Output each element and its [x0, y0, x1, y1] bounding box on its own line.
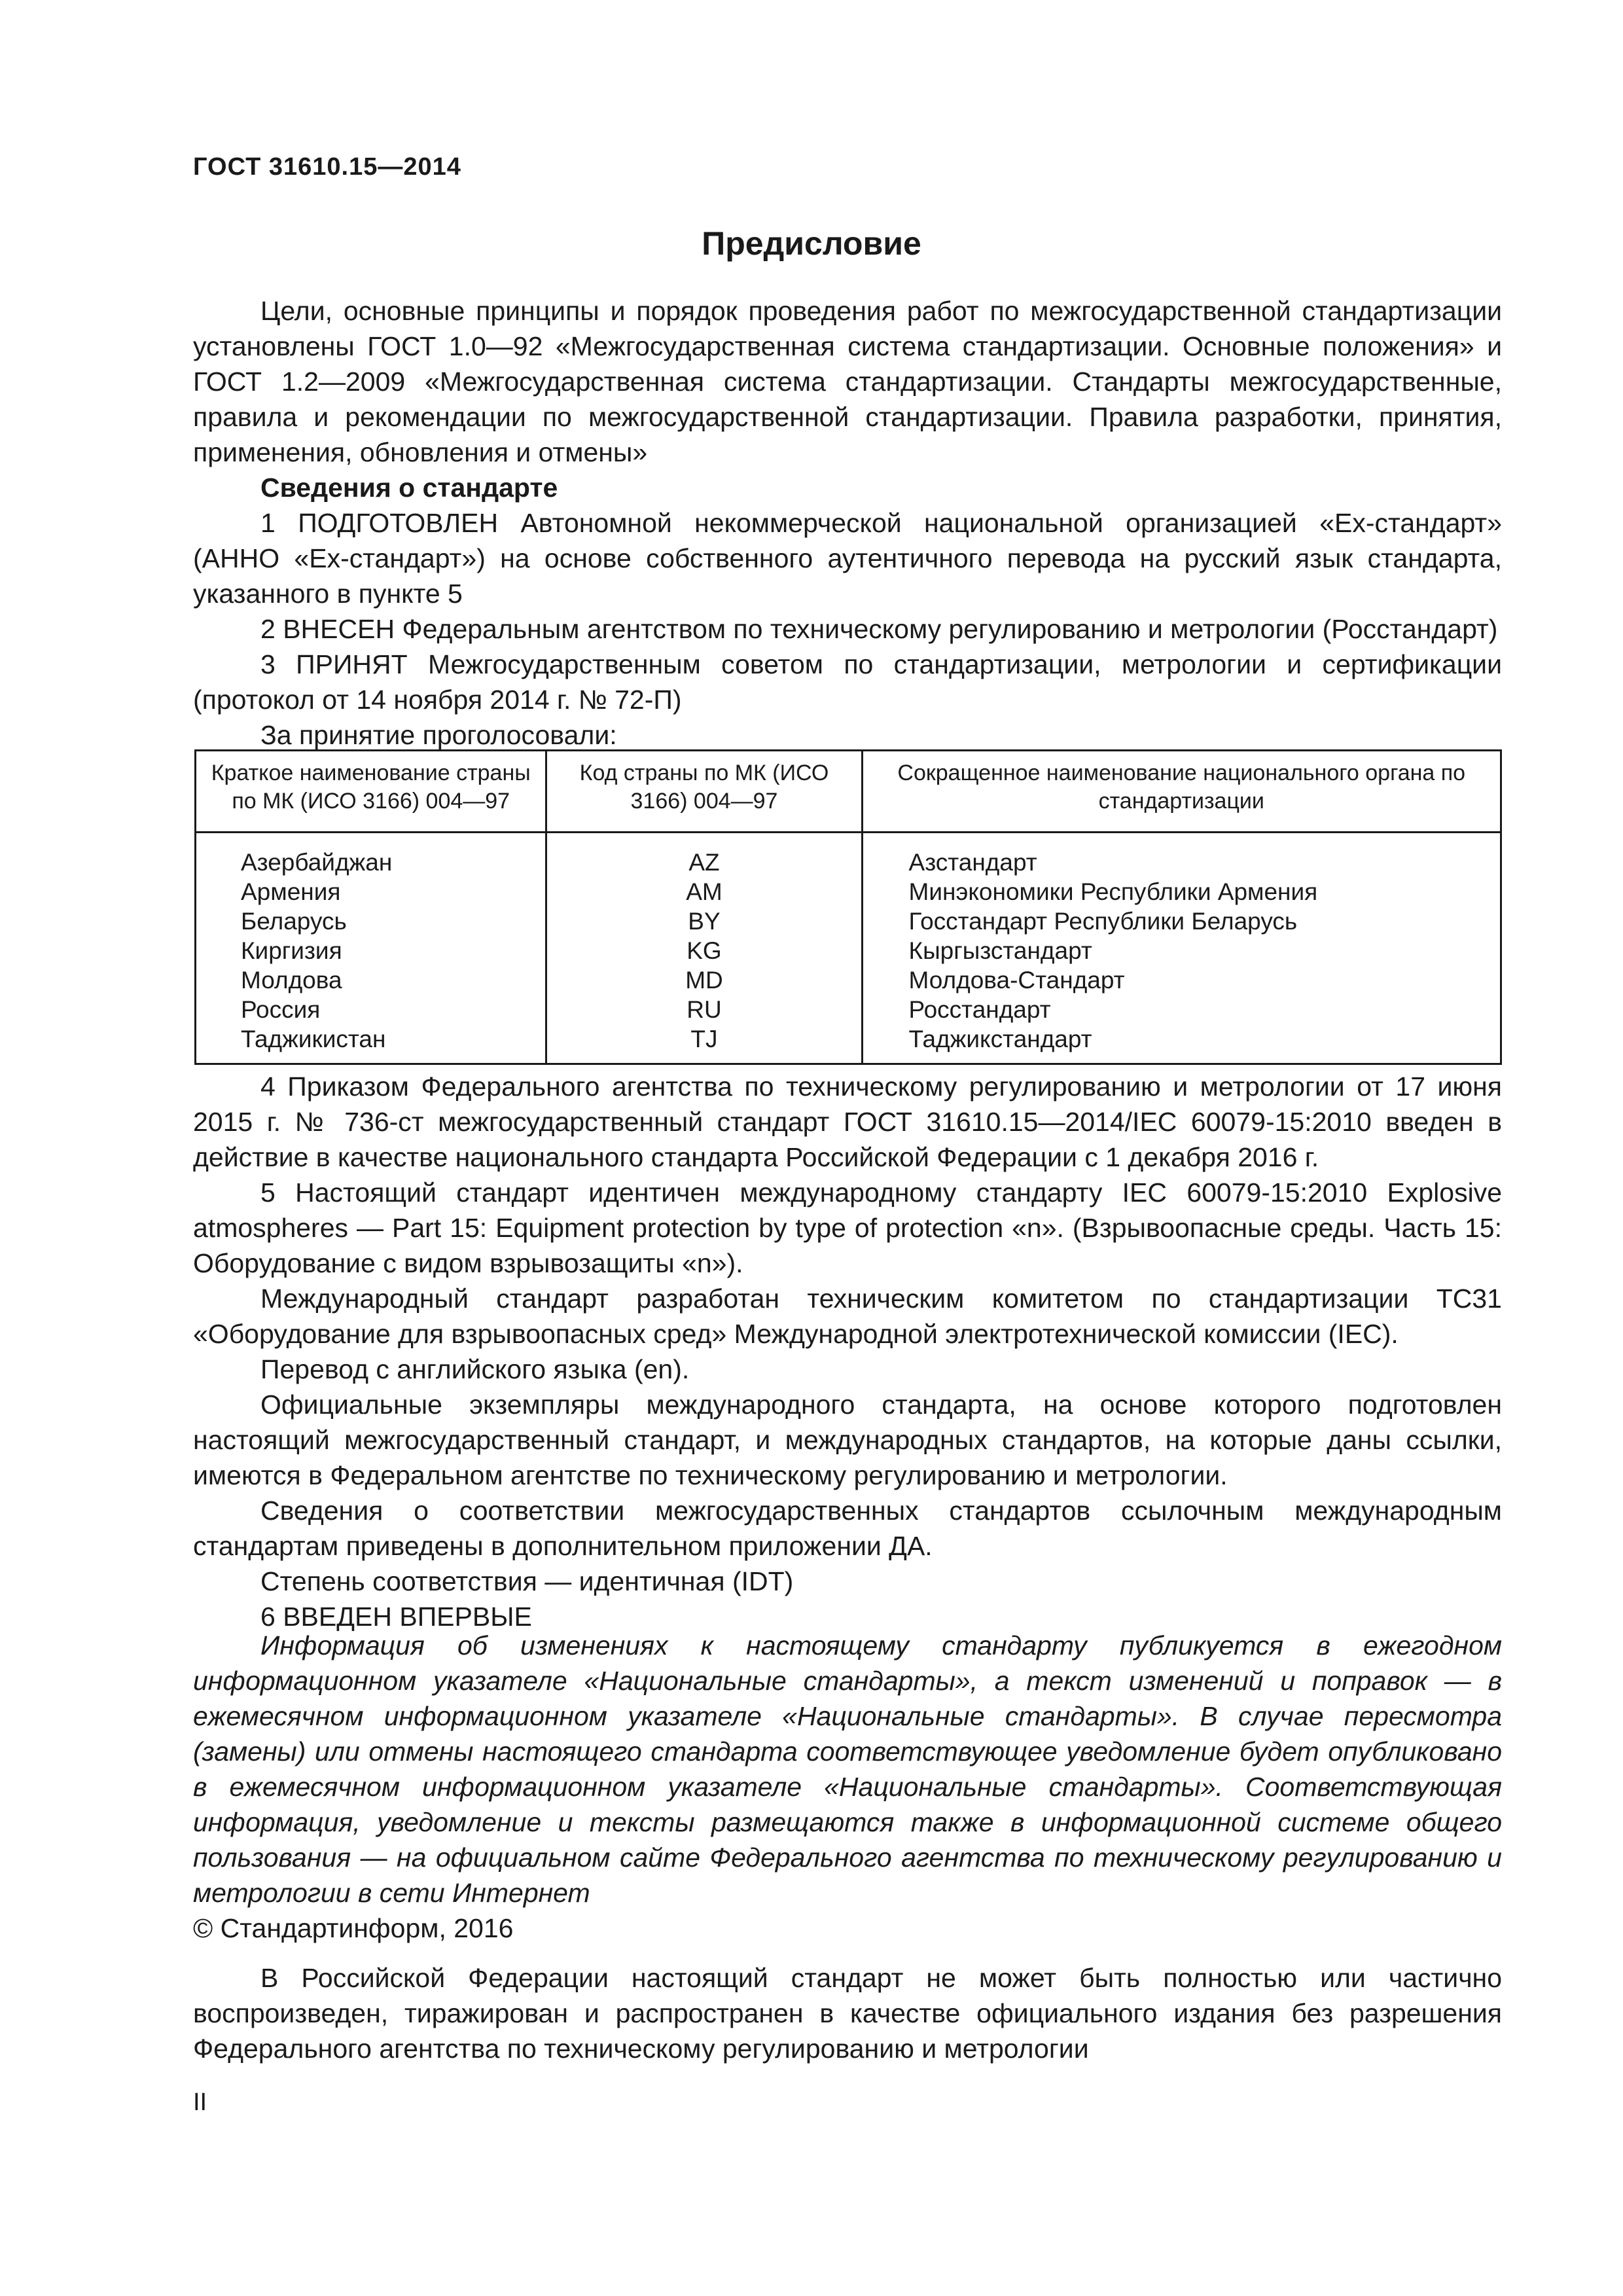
foreword-top-section	[193, 293, 1502, 753]
page-number: II	[193, 2089, 207, 2116]
national-body: Молдова-Стандарт	[908, 967, 1125, 994]
item-2-submitted: 2 ВНЕСЕН Федеральным агентством по техническому регулированию и метрологии (Росстандарт)	[260, 614, 1498, 644]
country-name: Россия	[241, 996, 321, 1023]
voting-table	[194, 749, 1502, 1065]
notice-section	[193, 1628, 1502, 1946]
item-5-identical: 5 Настоящий стандарт идентичен международному стандарту IEC 60079-15:2010 Explosive atmospheres — Part 15: Equipment protection by type of protection «n». (Взрывоопасные среды. Часть 15: Оборудование с видом взрывозащиты «n»).	[193, 1177, 1502, 1278]
country-code: RU	[687, 996, 722, 1023]
item-3-adopted: 3 ПРИНЯТ Межгосударственным советом по стандартизации, метрологии и сертификации (протокол от 14 ноября 2014 г. № 72-П)	[193, 649, 1502, 715]
national-bodies-column	[862, 833, 1501, 1064]
country-name: Беларусь	[241, 908, 347, 935]
header-country-name: Краткое наименование страны по МК (ИСО 3166) 004—97	[196, 751, 546, 833]
table-body-row	[196, 833, 1501, 1064]
info-heading: Сведения о стандарте	[260, 473, 558, 503]
country-name: Армения	[241, 878, 341, 905]
country-code: BY	[688, 908, 721, 935]
country-names-column	[196, 833, 546, 1064]
national-body: Азстандарт	[908, 849, 1037, 876]
restriction-section	[193, 1960, 1502, 2066]
national-body: Таджикстандарт	[908, 1026, 1092, 1052]
country-name: Молдова	[241, 967, 342, 994]
table-header-row	[196, 751, 1501, 833]
voted-label: За принятие проголосовали:	[260, 720, 617, 750]
national-body: Росстандарт	[908, 996, 1051, 1023]
header-country-code: Код страны по МК (ИСО 3166) 004—97	[546, 751, 862, 833]
country-name: Азербайджан	[241, 849, 393, 876]
changes-notice: Информация об изменениях к настоящему стандарту публикуется в ежегодном информационном указателе «Национальные стандарты», а текст изменений и поправок — в ежемесячном информационном указателе «Национальные стандарты». В случае пересмотра (замены) или отмены настоящего стандарта соответствующее уведомление будет опубликовано в ежемесячном информационном указателе «Национальные стандарты». Соответствующая информация, уведомление и тексты размещаются также в информационной системе общего пользования — на официальном сайте Федерального агентства по техническому регулированию и метрологии в сети Интернет	[193, 1630, 1502, 1908]
item-5-degree: Степень соответствия — идентичная (IDT)	[260, 1566, 794, 1596]
intro-paragraph: Цели, основные принципы и порядок проведения работ по межгосударственной стандартизации установлены ГОСТ 1.0—92 «Межгосударственная система стандартизации. Основные положения» и ГОСТ 1.2—2009 «Межгосударственная система стандартизации. Стандарты межгосударственные, правила и рекомендации по межгосударственной стандартизации. Правила разработки, принятия, применения, обновления и отмены»	[193, 296, 1502, 467]
reproduction-restriction: В Российской Федерации настоящий стандарт не может быть полностью или частично воспроизведен, тиражирован и распространен в качестве официального издания без разрешения Федерального агентства по техническому регулированию и метрологии	[193, 1963, 1502, 2064]
item-5-translation: Перевод с английского языка (en).	[260, 1354, 690, 1384]
copyright-line: © Стандартинформ, 2016	[193, 1913, 514, 1943]
item-5-correspondence: Сведения о соответствии межгосударственных стандартов ссылочным международным стандартам приведены в дополнительном приложении ДА.	[193, 1496, 1502, 1561]
item-4-order: 4 Приказом Федерального агентства по техническому регулированию и метрологии от 17 июня 2015 г. № 736-ст межгосударственный стандарт ГОСТ 31610.15—2014/IEC 60079-15:2010 введен в действие в качестве национального стандарта Российской Федерации с 1 декабря 2016 г.	[193, 1071, 1502, 1172]
country-code: AZ	[688, 849, 720, 876]
country-code: TJ	[690, 1026, 718, 1052]
item-6-introduced: 6 ВВЕДЕН ВПЕРВЫЕ	[260, 1602, 532, 1632]
national-body: Госстандарт Республики Беларусь	[908, 908, 1298, 935]
item-5-official-copies: Официальные экземпляры международного стандарта, на основе которого подготовлен настоящий межгосударственный стандарт, и международных стандартов, на которые даны ссылки, имеются в Федеральном агентстве по техническому регулированию и метрологии.	[193, 1390, 1502, 1490]
country-code: MD	[685, 967, 723, 994]
country-code: KG	[687, 937, 722, 964]
country-name: Таджикистан	[241, 1026, 386, 1052]
country-codes-column	[546, 833, 862, 1064]
national-body: Минэкономики Республики Армения	[908, 878, 1318, 905]
national-body: Кыргызстандарт	[908, 937, 1092, 964]
country-name: Киргизия	[241, 937, 342, 964]
page-title: Предисловие	[702, 225, 921, 262]
item-5-developer: Международный стандарт разработан техническим комитетом по стандартизации ТС31 «Оборудование для взрывоопасных сред» Международной электротехнической комиссии (IEC).	[193, 1283, 1502, 1349]
country-code: AM	[686, 878, 722, 905]
header-national-body: Сокращенное наименование национального органа по стандартизации	[862, 751, 1501, 833]
item-1-prepared: 1 ПОДГОТОВЛЕН Автономной некоммерческой национальной организацией «Ех-стандарт» (АННО «Ех-стандарт») на основе собственного аутентичного перевода на русский язык стандарта, указанного в пункте 5	[193, 508, 1502, 609]
foreword-bottom-section	[193, 1069, 1502, 1634]
standard-code-header: ГОСТ 31610.15—2014	[193, 153, 461, 181]
